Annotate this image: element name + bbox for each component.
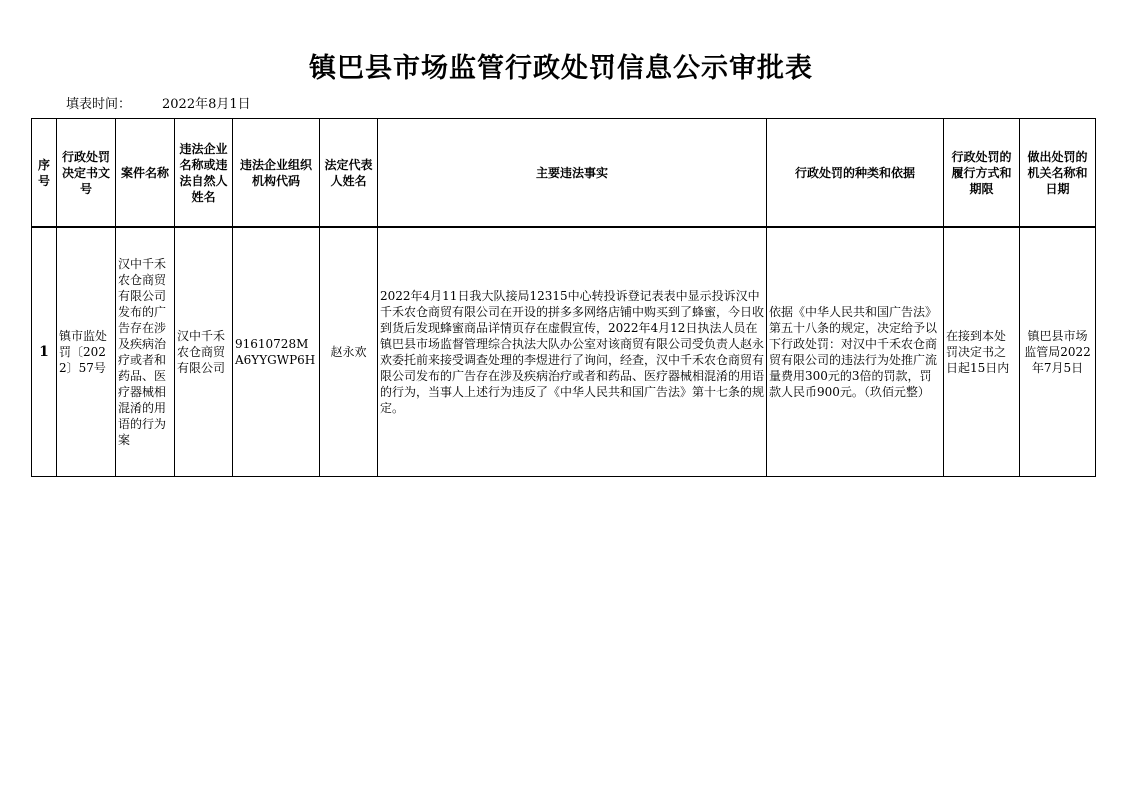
header-row: [32, 119, 1096, 228]
fill-date-label: 填表时间：: [66, 97, 132, 112]
approval-table: [31, 118, 1096, 477]
header-authority-date: 做出处罚的机关名称和日期: [1020, 119, 1096, 228]
header-facts: 主要违法事实: [378, 119, 767, 228]
cell-legal-rep: 赵永欢: [320, 227, 378, 477]
cell-org-code: 91610728MA6YYGWP6H: [233, 227, 320, 477]
cell-company: 汉中千禾农仓商贸有限公司: [175, 227, 233, 477]
header-performance: 行政处罚的履行方式和期限: [944, 119, 1020, 228]
header-decision-no: 行政处罚决定书文号: [57, 119, 116, 228]
header-org-code: 违法企业组织机构代码: [233, 119, 320, 228]
cell-decision-no: 镇市监处罚〔2022〕57号: [57, 227, 116, 477]
cell-case-name: 汉中千禾农仓商贸有限公司发布的广告存在涉及疾病治疗或者和药品、医疗器械相混淆的用语的行为案: [116, 227, 175, 477]
header-penalty-basis: 行政处罚的种类和依据: [767, 119, 944, 228]
header-seq: 序号: [32, 119, 57, 228]
cell-performance: 在接到本处罚决定书之日起15日内: [944, 227, 1020, 477]
fill-date-value: 2022年8月1日: [162, 97, 251, 112]
cell-facts: 2022年4月11日我大队接局12315中心转投诉登记表表中显示投诉汉中千禾农仓商贸有限公司在开设的拼多多网络店铺中购买到了蜂蜜，今日收到货后发现蜂蜜商品详情页存在虚假宣传，2022年4月12日执法人员在镇巴县市场监督管理综合执法大队办公室对该商贸有限公司受负责人赵永欢委托前来接受调查处理的李煜进行了询问，经查，汉中千禾农仓商贸有限公司发布的广告存在涉及疾病治疗或者和药品、医疗器械相混淆的用语的行为，当事人上述行为违反了《中华人民共和国广告法》第十七条的规定。: [378, 227, 767, 477]
cell-penalty-basis: 依据《中华人民共和国广告法》第五十八条的规定，决定给予以下行政处罚：对汉中千禾农仓商贸有限公司的违法行为处推广流量费用300元的3倍的罚款，罚款人民币900元。（玖佰元整）: [767, 227, 944, 477]
page-title: 镇巴县市场监管行政处罚信息公示审批表: [309, 53, 813, 84]
cell-seq: 1: [32, 227, 57, 477]
fill-date: [66, 93, 251, 112]
header-case-name: 案件名称: [116, 119, 175, 228]
header-legal-rep: 法定代表人姓名: [320, 119, 378, 228]
header-company: 违法企业名称或违法自然人姓名: [175, 119, 233, 228]
table-row: [32, 227, 1096, 477]
cell-authority-date: 镇巴县市场监管局2022年7月5日: [1020, 227, 1096, 477]
